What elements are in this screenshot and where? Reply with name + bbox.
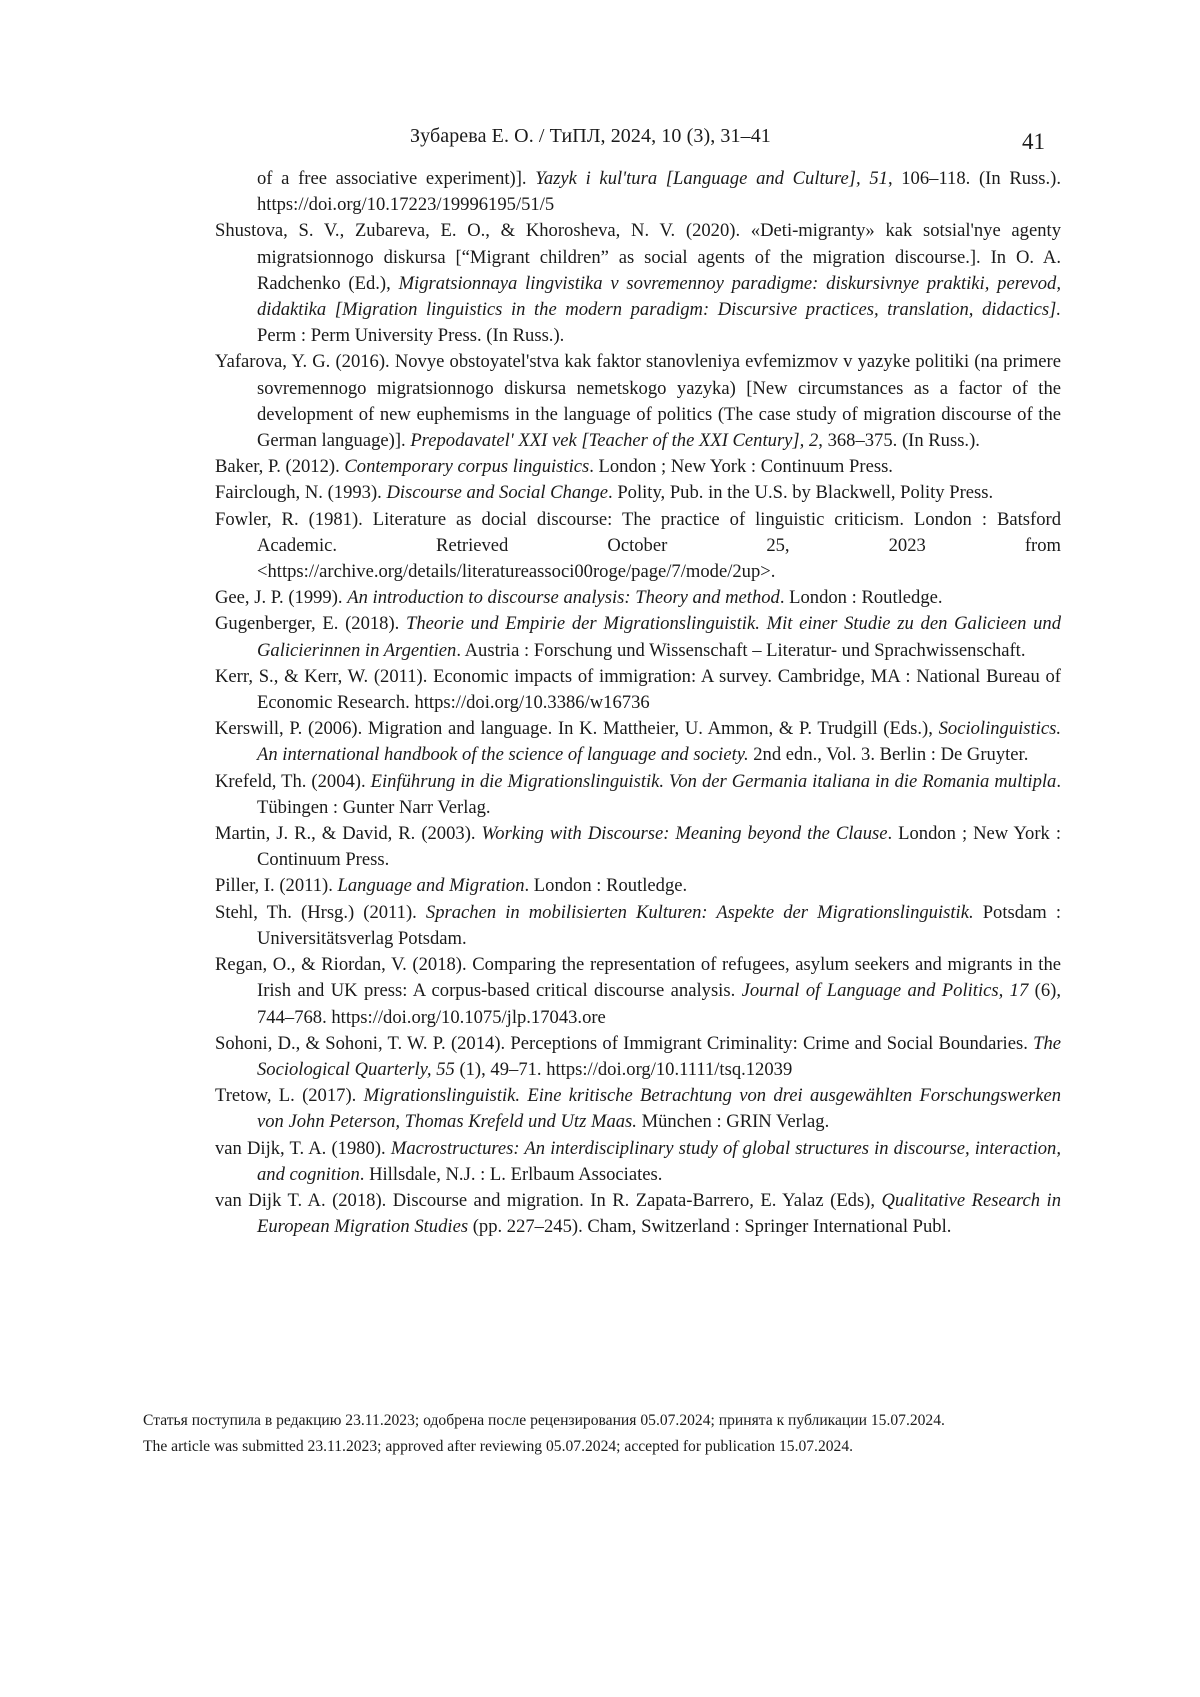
reference-title-italic: Qualitative Research in European Migration Studies bbox=[257, 1189, 1062, 1238]
reference-text: . London ; New York : Continuum Press. bbox=[257, 823, 1061, 871]
reference-entry bbox=[215, 1031, 1061, 1083]
reference-title-italic: Language and Migration bbox=[337, 875, 525, 897]
reference-text: Stehl, Th. (Hrsg.) (2011). bbox=[215, 901, 426, 923]
reference-title-italic: The Sociological Quarterly, 55 bbox=[257, 1032, 1061, 1080]
reference-text: . London ; New York : Continuum Press. bbox=[589, 456, 893, 478]
reference-title-italic: Migratsionnaya lingvistika v sovremennoy paradigme: diskursivnye praktiki, perevod, didaktika [Migration linguistics in the modern paradigm: Discursive practices, translation, didactics]. bbox=[257, 272, 1061, 321]
reference-text: Potsdam : Universitätsverlag Potsdam. bbox=[257, 901, 1061, 949]
reference-entry bbox=[215, 821, 1061, 873]
reference-text: (pp. 227–245). Cham, Switzerland : Springer International Publ. bbox=[468, 1216, 952, 1238]
reference-title-italic: Working with Discourse: Meaning beyond the Clause bbox=[481, 823, 888, 845]
reference-entry bbox=[215, 507, 1061, 586]
reference-text: Regan, O., & Riordan, V. (2018). Comparing the representation of refugees, asylum seekers and migrants in the Irish and UK press: A corpus-based critical discourse analysis. bbox=[215, 954, 1061, 1002]
reference-title-italic: Macrostructures: An interdisciplinary study of global structures in discourse, interaction, and cognition bbox=[257, 1137, 1061, 1185]
reference-entry bbox=[215, 1136, 1061, 1188]
reference-text: . Hillsdale, N.J. : L. Erlbaum Associates. bbox=[359, 1163, 663, 1185]
reference-text: van Dijk, T. A. (1980). bbox=[215, 1137, 391, 1159]
reference-title-italic: Prepodavatel' XXI vek [Teacher of the XXI Century], 2 bbox=[410, 430, 819, 452]
reference-title-italic: Sociolinguistics. An international handbook of the science of language and society. bbox=[257, 718, 1061, 766]
reference-text: . London : Routledge. bbox=[779, 587, 943, 609]
reference-entry bbox=[215, 1083, 1061, 1135]
reference-text: , 106–118. (In Russ.). https://doi.org/10.17223/19996195/51/5 bbox=[257, 168, 1061, 216]
reference-text: Shustova, S. V., Zubareva, E. O., & Khorosheva, N. V. (2020). «Deti-migranty» kak sotsial'nye agenty migratsionnogo diskursa [“Migrant children” as social agents of the migration discourse.]. In O. A. Radchenko (Ed.), bbox=[215, 220, 1061, 294]
reference-text: van Dijk T. A. (2018). Discourse and migration. In R. Zapata-Barrero, E. Yalaz (Eds), bbox=[215, 1189, 882, 1211]
reference-entry bbox=[215, 769, 1061, 821]
reference-text: Kerr, S., & Kerr, W. (2011). Economic impacts of immigration: A survey. Cambridge, MA : National Bureau of Economic Research. https://doi.org/10.3386/w16736 bbox=[215, 665, 1061, 714]
reference-entry bbox=[215, 900, 1061, 952]
reference-title-italic: Journal of Language and Politics, 17 bbox=[741, 980, 1029, 1002]
running-head: Зубарева Е. О. / ТиПЛ, 2024, 10 (3), 31–41 bbox=[410, 125, 771, 147]
reference-text: . London : Routledge. bbox=[524, 875, 688, 897]
page-number: 41 bbox=[1022, 129, 1045, 154]
reference-title-italic: Einführung in die Migrationslinguistik. Von der Germania italiana in die Romania multipla bbox=[370, 770, 1057, 792]
reference-text: Baker, P. (2012). bbox=[215, 456, 345, 478]
reference-text: Fairclough, N. (1993). bbox=[215, 482, 387, 504]
reference-text: . Austria : Forschung und Wissenschaft – Literatur- und Sprachwissenschaft. bbox=[456, 639, 1026, 661]
reference-text: Gugenberger, E. (2018). bbox=[215, 613, 407, 635]
reference-entry bbox=[215, 218, 1061, 349]
submission-footer bbox=[143, 1408, 1103, 1460]
reference-text: Yafarova, Y. G. (2016). Novye obstoyatel'stva kak faktor stanovleniya evfemizmov v yazyke politiki (na primere sovremennogo migratsionnogo diskursa nemetskogo yazyka) [New circumstances as a factor of the development of new euphemisms in the language of politics (The case study of migration discourse of the German language)]. bbox=[215, 351, 1061, 452]
reference-title-italic: Theorie und Empirie der Migrationslinguistik. Mit einer Studie zu den Galicieen und Galicierinnen in Argentien bbox=[257, 613, 1061, 661]
reference-entry bbox=[215, 952, 1061, 1031]
reference-title-italic: Migrationslinguistik. Eine kritische Betrachtung von drei ausgewählten Forschungswerken von John Peterson, Thomas Krefeld und Utz Maas. bbox=[257, 1085, 1061, 1133]
reference-title-italic: An introduction to discourse analysis: Theory and method bbox=[347, 587, 780, 609]
reference-text: 2nd edn., Vol. 3. Berlin : De Gruyter. bbox=[748, 744, 1029, 766]
reference-entry bbox=[215, 1188, 1061, 1240]
reference-text: Piller, I. (2011). bbox=[215, 875, 338, 897]
reference-text: Martin, J. R., & David, R. (2003). bbox=[215, 823, 482, 845]
reference-text: . Tübingen : Gunter Narr Verlag. bbox=[257, 770, 1061, 818]
reference-text: Tretow, L. (2017). bbox=[215, 1085, 364, 1107]
reference-text: Gee, J. P. (1999). bbox=[215, 587, 348, 609]
reference-title-italic: Sprachen in mobilisierten Kulturen: Aspekte der Migrationslinguistik. bbox=[425, 901, 974, 923]
reference-entry bbox=[215, 349, 1061, 454]
reference-entry-continued bbox=[215, 166, 1061, 218]
reference-entry bbox=[215, 716, 1061, 768]
reference-text: Kerswill, P. (2006). Migration and language. In K. Mattheier, U. Ammon, & P. Trudgill (Eds.), bbox=[215, 718, 939, 740]
reference-entry bbox=[215, 664, 1061, 716]
reference-text: Sohoni, D., & Sohoni, T. W. P. (2014). Perceptions of Immigrant Criminality: Crime and Social Boundaries. bbox=[215, 1032, 1034, 1054]
reference-text: . Polity, Pub. in the U.S. by Blackwell, Polity Press. bbox=[608, 482, 994, 504]
reference-text: (6), 744–768. https://doi.org/10.1075/jlp.17043.ore bbox=[257, 980, 1061, 1028]
reference-text: Fowler, R. (1981). Literature as docial discourse: The practice of linguistic criticism. London : Batsford Academic. Retrieved October 25, 2023 from <https://archive.org/details/literatureassoci00roge/page/7/mode/2up>. bbox=[215, 508, 1061, 583]
reference-entry bbox=[215, 585, 1061, 611]
reference-text: Perm : Perm University Press. (In Russ.). bbox=[257, 325, 565, 347]
reference-text: München : GRIN Verlag. bbox=[636, 1111, 830, 1133]
reference-entry bbox=[215, 454, 1061, 480]
reference-title-italic: Discourse and Social Change bbox=[386, 482, 609, 504]
reference-title-italic: Contemporary corpus linguistics bbox=[344, 456, 590, 478]
reference-list bbox=[215, 166, 1061, 1240]
reference-entry bbox=[215, 873, 1061, 899]
reference-text: of a free associative experiment)]. bbox=[257, 168, 536, 189]
reference-text: Krefeld, Th. (2004). bbox=[215, 770, 371, 792]
reference-text: (1), 49–71. https://doi.org/10.1111/tsq.12039 bbox=[454, 1058, 793, 1080]
reference-entry bbox=[215, 480, 1061, 506]
submission-note-ru: Статья поступила в редакцию 23.11.2023; одобрена после рецензирования 05.07.2024; принята к публикации 15.07.2024. bbox=[143, 1412, 945, 1429]
reference-title-italic: Yazyk i kul'tura [Language and Culture], 51 bbox=[535, 168, 888, 189]
reference-entry bbox=[215, 611, 1061, 663]
reference-text: , 368–375. (In Russ.). bbox=[818, 430, 980, 452]
submission-note-en: The article was submitted 23.11.2023; approved after reviewing 05.07.2024; accepted for publication 15.07.2024. bbox=[143, 1438, 854, 1455]
